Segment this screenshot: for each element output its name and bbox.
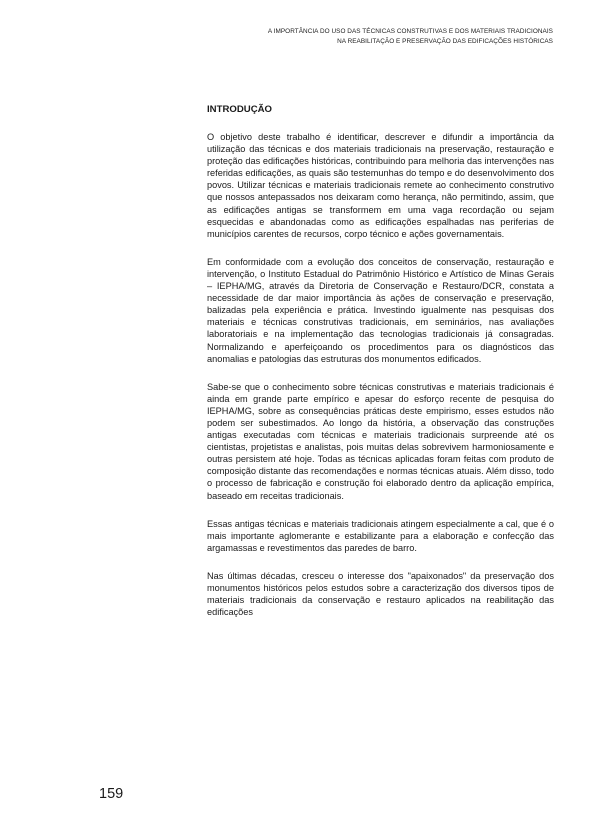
paragraph-2: Em conformidade com a evolução dos conceitos de conservação, restauração e intervenção, o Instituto Estadual do Patrimônio Histórico e Artístico de Minas Gerais – IEPHA/MG, através da Diretoria de Conservação e Restauro/DCR, constata a necessidade de dar maior importância às ações de conservação e preservação, balizadas pela experiência e prática. Investindo igualmente nas pesquisas dos materiais e técnicas construtivas tradicionais, em seminários, nas avaliações laboratoriais e na implementação das tecnologias tradicionais já consagradas. Normalizando e aperfeiçoando os procedimentos para os diagnósticos das anomalias e patologias das estruturas dos monumentos edificados. (207, 256, 554, 364)
running-header-line-2: NA REABILITAÇÃO E PRESERVAÇÃO DAS EDIFICAÇÕES HISTÓRICAS (337, 38, 553, 45)
main-content (207, 104, 554, 634)
paragraph-1: O objetivo deste trabalho é identificar, descrever e difundir a importância da utilização das técnicas e dos materiais tradicionais na preservação, restauração e proteção das edificações históricas, contribuindo para melhoria das intervenções nas referidas edificações, as quais são testemunhas do tempo e do desenvolvimento dos povos. Utilizar técnicas e materiais tradicionais remete ao conhecimento construtivo que nossos antepassados nos deixaram como herança, não permitindo, assim, que as edificações antigas se transformem em uma vaga recordação ou sejam esquecidas e abandonadas como as edificações espalhadas nas periferias de municípios carentes de recursos, corpo técnico e ações governamentais. (207, 132, 554, 239)
paragraph-5: Nas últimas décadas, cresceu o interesse dos "apaixonados" da preservação dos monumentos históricos pelos estudos sobre a caracterização dos diversos tipos de materiais tradicionais da conservação e restauro aplicados na reabilitação das edificações (207, 570, 554, 618)
page-number: 159 (99, 786, 124, 802)
section-title: INTRODUÇÃO (207, 104, 273, 115)
paragraph-3: Sabe-se que o conhecimento sobre técnicas construtivas e materiais tradicionais é ainda em grande parte empírico e apesar do esforço recente de pesquisa do IEPHA/MG, sobre as consequências práticas deste empirismo, esses estudos não podem ser subestimados. Ao longo da história, a observação das construções antigas executadas com técnicas e materiais tradicionais surpreende até os cientistas, projetistas e analistas, pois muitas delas sobrevivem harmoniosamente e outras persistem até hoje. Todas as técnicas aplicadas foram feitas com produto de composição distante das recomendações e normas técnicas atuais. Além disso, todo o processo de fabricação e construção foi elaborado dentro da aplicação empírica, baseado em receitas tradicionais. (207, 381, 554, 501)
paragraph-4: Essas antigas técnicas e materiais tradicionais atingem especialmente a cal, que é o mais importante aglomerante e estabilizante para a elaboração e confecção das argamassas e revestimentos das paredes de barro. (207, 518, 554, 553)
running-header-line-1: A IMPORTÂNCIA DO USO DAS TÉCNICAS CONSTRUTIVAS E DOS MATERIAIS TRADICIONAIS (267, 28, 553, 35)
running-header (133, 27, 553, 47)
